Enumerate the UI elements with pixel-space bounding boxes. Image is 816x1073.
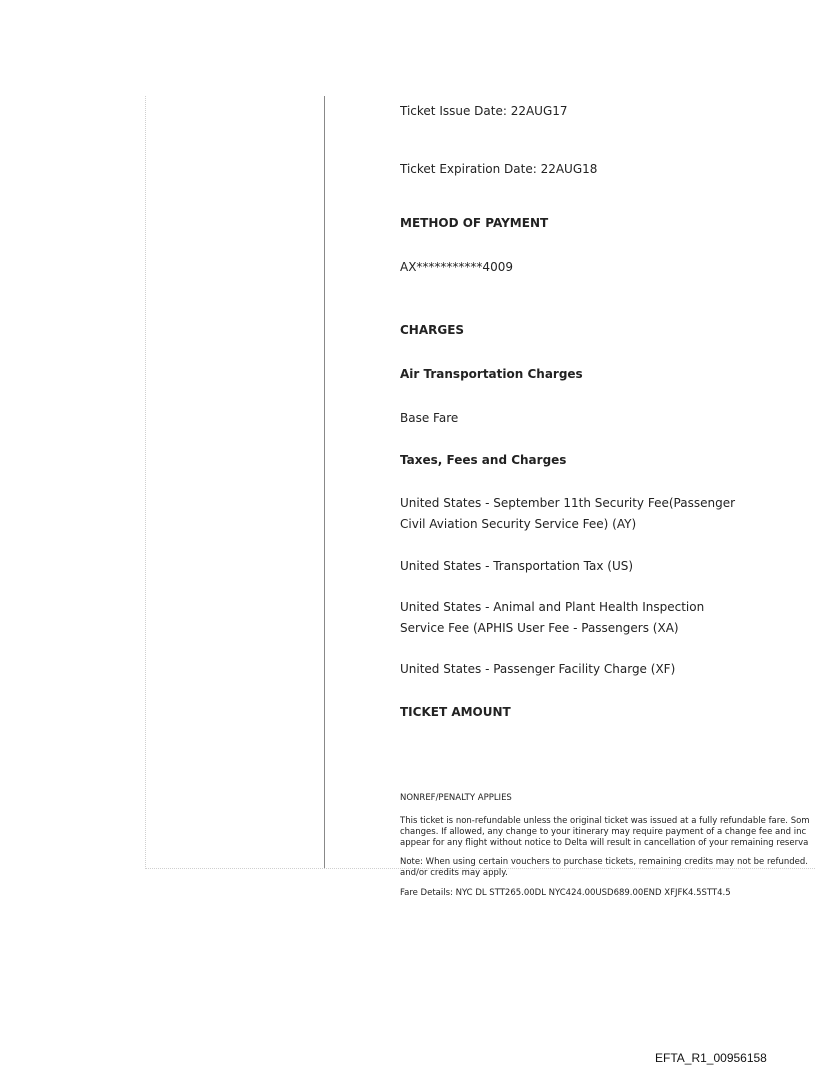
refund-note-line: This ticket is non-refundable unless the original ticket was issued at a fully refundable fare. Som: [400, 816, 810, 826]
taxes-heading: Taxes, Fees and Charges: [400, 453, 567, 467]
payment-card: AX***********4009: [400, 260, 513, 274]
tax-item-line: United States - Passenger Facility Charge (XF): [400, 662, 676, 676]
ticket-expiration-date: Ticket Expiration Date: 22AUG18: [400, 162, 598, 176]
voucher-note-line: and/or credits may apply.: [400, 868, 508, 878]
refund-note-line: appear for any flight without notice to Delta will result in cancellation of your remaining reserva: [400, 838, 809, 848]
penalty-note: NONREF/PENALTY APPLIES: [400, 793, 512, 803]
air-charges-heading: Air Transportation Charges: [400, 367, 583, 381]
ticket-details: [400, 0, 816, 1073]
document-id: EFTA_R1_00956158: [655, 1051, 767, 1065]
voucher-note-line: Note: When using certain vouchers to purchase tickets, remaining credits may not be refunded.: [400, 857, 808, 867]
base-fare-label: Base Fare: [400, 411, 459, 425]
payment-heading: METHOD OF PAYMENT: [400, 216, 549, 230]
column-divider: [324, 96, 325, 868]
ticket-issue-date: Ticket Issue Date: 22AUG17: [400, 104, 568, 118]
tax-item-line: United States - Animal and Plant Health Inspection: [400, 600, 705, 614]
tax-item-line: United States - Transportation Tax (US): [400, 559, 634, 573]
ticket-amount-heading: TICKET AMOUNT: [400, 705, 511, 719]
tax-item-line: Civil Aviation Security Service Fee) (AY): [400, 517, 637, 531]
tax-item-line: Service Fee (APHIS User Fee - Passengers (XA): [400, 621, 679, 635]
tax-item-line: United States - September 11th Security Fee(Passenger: [400, 496, 736, 510]
charges-heading: CHARGES: [400, 323, 465, 337]
refund-note-line: changes. If allowed, any change to your itinerary may require payment of a change fee and inc: [400, 827, 807, 837]
fare-details: Fare Details: NYC DL STT265.00DL NYC424.00USD689.00END XFJFK4.5STT4.5: [400, 888, 731, 898]
